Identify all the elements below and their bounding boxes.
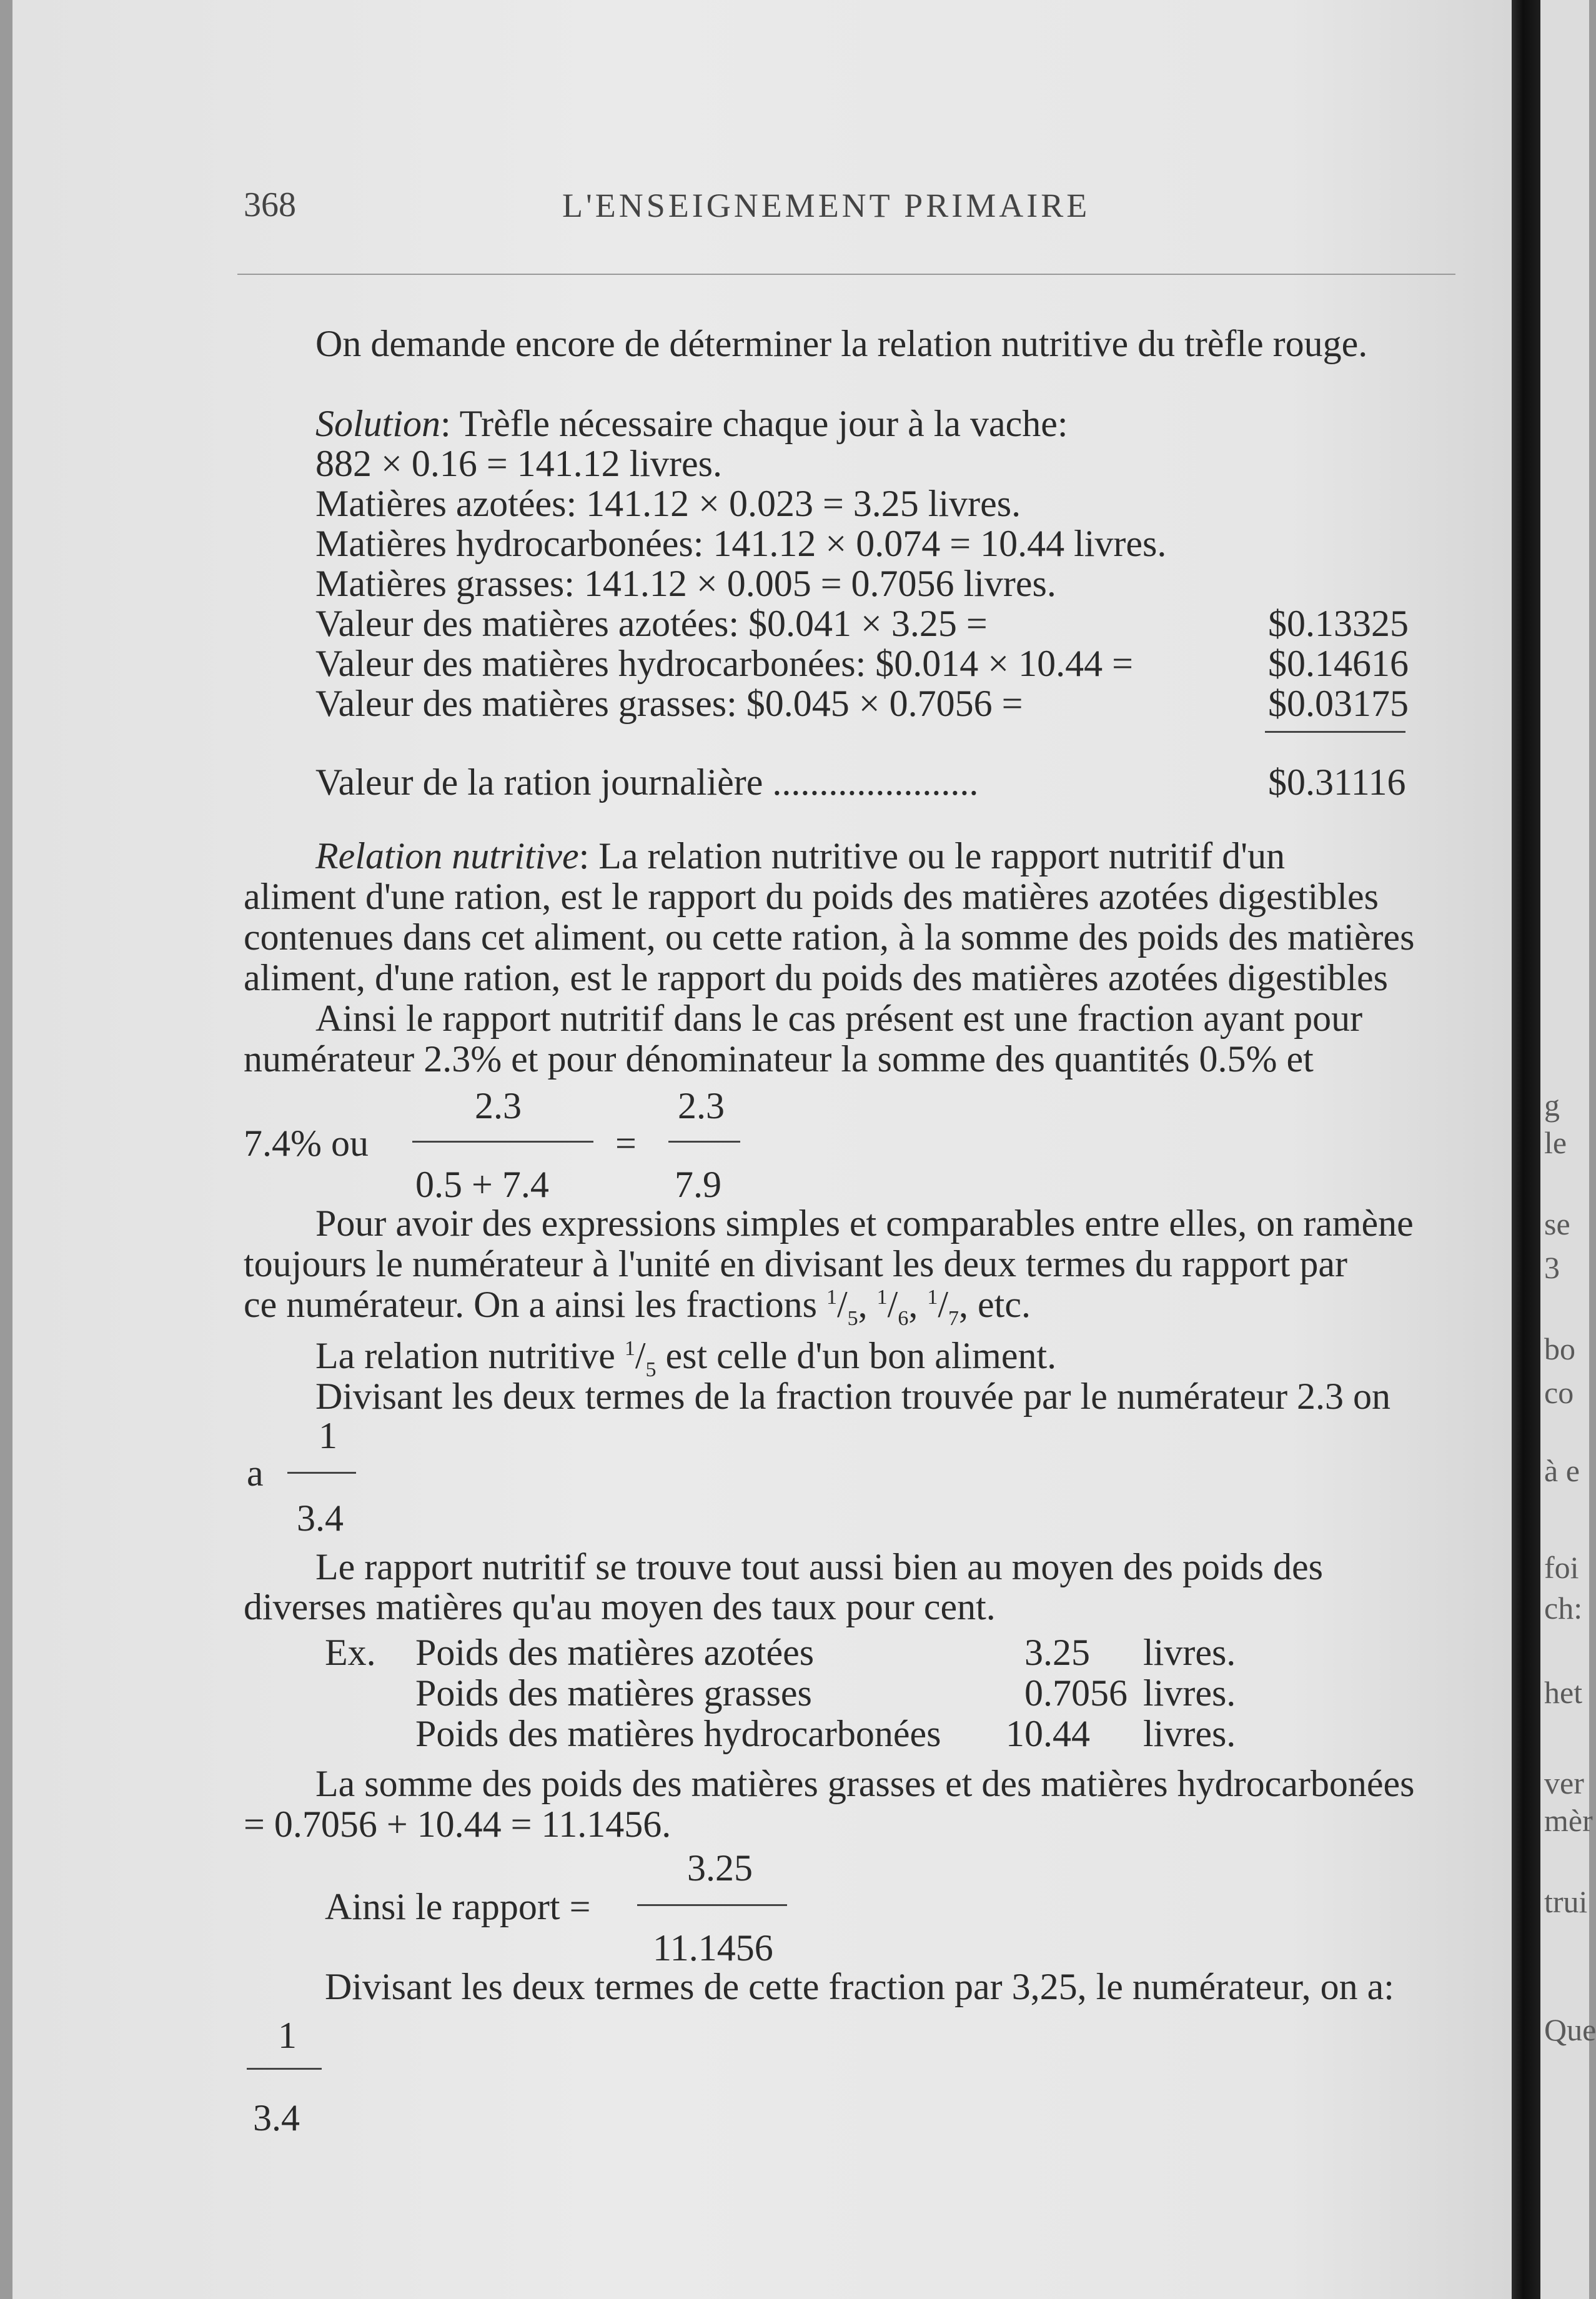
example-value: 0.7056 [1024, 1672, 1128, 1714]
value-label: Valeur des matières grasses: $0.045 × 0.7056 = [315, 683, 1023, 724]
fraction-numerator: 2.3 [475, 1085, 522, 1126]
value-amount: $0.14616 [1268, 643, 1409, 684]
value-label: Valeur des matières azotées: $0.041 × 3.25 = [315, 603, 988, 644]
example-unit: livres. [1143, 1672, 1236, 1714]
solution-line: Matières hydrocarbonées: 141.12 × 0.074 = 10.44 livres. [315, 523, 1167, 564]
rapport-lead: Ainsi le rapport = [325, 1886, 591, 1927]
solution-lead: : Trèfle nécessaire chaque jour à la vache: [440, 403, 1068, 444]
rapport-numerator: 3.25 [687, 1847, 753, 1889]
final-denominator: 3.4 [253, 2097, 300, 2138]
sum-rule [1265, 731, 1405, 733]
fraction-bar [412, 1141, 593, 1143]
adjacent-page-fragment: se [1544, 1206, 1570, 1241]
relation-line: contenues dans cet aliment, ou cette ration, à la somme des poids des matières [244, 916, 1415, 958]
adjacent-page-fragment: trui [1544, 1884, 1588, 1919]
adjacent-page-fragment: het [1544, 1675, 1583, 1710]
weights-line: diverses matières qu'au moyen des taux pour cent. [244, 1586, 996, 1627]
fraction-numerator: 2.3 [678, 1085, 725, 1126]
header-divider [237, 274, 1455, 275]
result-numerator: 1 [319, 1415, 337, 1456]
page-number: 368 [244, 186, 296, 224]
result-denominator: 3.4 [297, 1497, 344, 1539]
solution-line: 882 × 0.16 = 141.12 livres. [315, 443, 722, 484]
final-line: Divisant les deux termes de cette fraction par 3,25, le numérateur, on a: [325, 1966, 1394, 2007]
good-ratio-line: La relation nutritive $^1/_5$ est celle d'un bon aliment. [315, 1335, 1057, 1381]
solution-line: Matières azotées: 141.12 × 0.023 = 3.25 livres. [315, 483, 1021, 524]
example-name: Poids des matières azotées [415, 1632, 815, 1673]
example-value: 10.44 [1006, 1713, 1090, 1754]
solution-label: Solution [315, 403, 441, 444]
example-unit: livres. [1143, 1713, 1236, 1754]
fraction-bar [247, 2068, 322, 2070]
adjacent-page-fragment: foi [1544, 1550, 1579, 1585]
final-numerator: 1 [278, 2015, 297, 2056]
total-amount: $0.31116 [1268, 762, 1406, 803]
value-amount: $0.03175 [1268, 683, 1409, 724]
divide-line: Divisant les deux termes de la fraction trouvée par le numérateur 2.3 on [315, 1376, 1391, 1417]
relation-line: aliment, d'une ration, est le rapport du poids des matières azotées digestibles [244, 957, 1388, 998]
equals-sign: = [615, 1123, 637, 1164]
adjacent-page-fragment: co [1544, 1375, 1574, 1410]
sum-line: La somme des poids des matières grasses et des matières hydrocarbonées [315, 1763, 1415, 1804]
fraction-bar [668, 1141, 740, 1143]
fraction-denominator: 0.5 + 7.4 [415, 1164, 549, 1205]
value-label: Valeur des matières hydrocarbonées: $0.014 × 10.44 = [315, 643, 1133, 684]
relation-label: Relation nutritive [315, 835, 579, 876]
sum-line: = 0.7056 + 10.44 = 11.1456. [244, 1804, 672, 1845]
solution-line: Matières grasses: 141.12 × 0.005 = 0.7056 livres. [315, 563, 1056, 604]
adjacent-page-fragment: ver [1544, 1765, 1584, 1800]
adjacent-page-edge [1540, 0, 1596, 2299]
relation-first-line [315, 837, 1285, 875]
total-label: Valeur de la ration journalière ...................... [315, 762, 979, 803]
intro-line: On demande encore de déterminer la relation nutritive du trèfle rouge. [315, 323, 1368, 364]
book-gutter [1512, 0, 1540, 2299]
value-amount: $0.13325 [1268, 603, 1409, 644]
adjacent-page-fragment: bo [1544, 1331, 1575, 1366]
example-value: 3.25 [1024, 1632, 1090, 1673]
unit-line: toujours le numérateur à l'unité en divisant les deux termes du rapport par [244, 1243, 1347, 1284]
running-header: L'ENSEIGNEMENT PRIMAIRE [562, 187, 1091, 224]
example-label: Ex. [325, 1632, 376, 1673]
adjacent-page-fragment: Que [1544, 2012, 1596, 2047]
example-unit: livres. [1143, 1632, 1236, 1673]
rapport-denominator: 11.1456 [653, 1927, 773, 1969]
unit-line-fractions: ce numérateur. On a ainsi les fractions $^1/_5$, $^1/_6$, $^1/_7$, etc. [244, 1284, 1031, 1330]
adjacent-page-fragment: ch: [1544, 1591, 1583, 1626]
adjacent-page-fragment: g [1544, 1088, 1560, 1123]
adjacent-page-fragment: le [1544, 1125, 1567, 1160]
fraction-denominator: 7.9 [675, 1164, 721, 1205]
adjacent-page-fragment: à e [1544, 1453, 1580, 1488]
adjacent-page-fragment: 3 [1544, 1250, 1560, 1285]
ratio-line: numérateur 2.3% et pour dénominateur la somme des quantités 0.5% et [244, 1038, 1314, 1080]
fraction-lead: 7.4% ou [244, 1123, 369, 1164]
unit-line-text: ce numérateur. On a ainsi les fractions [244, 1284, 817, 1325]
example-name: Poids des matières grasses [415, 1672, 812, 1714]
example-name: Poids des matières hydrocarbonées [415, 1713, 941, 1754]
ratio-line: Ainsi le rapport nutritif dans le cas présent est une fraction ayant pour [315, 998, 1363, 1039]
adjacent-page-fragment: mèr [1544, 1803, 1593, 1838]
result-lead: a [247, 1452, 264, 1494]
fraction-bar [637, 1904, 787, 1906]
book-page [12, 0, 1512, 2299]
solution-lead-line [315, 405, 1068, 442]
relation-line: aliment d'une ration, est le rapport du poids des matières azotées digestibles [244, 876, 1379, 917]
fraction-bar [287, 1472, 356, 1474]
weights-line: Le rapport nutritif se trouve tout aussi bien au moyen des poids des [315, 1546, 1323, 1587]
relation-text: : La relation nutritive ou le rapport nutritif d'un [578, 835, 1286, 876]
unit-line: Pour avoir des expressions simples et comparables entre elles, on ramène [315, 1203, 1414, 1244]
